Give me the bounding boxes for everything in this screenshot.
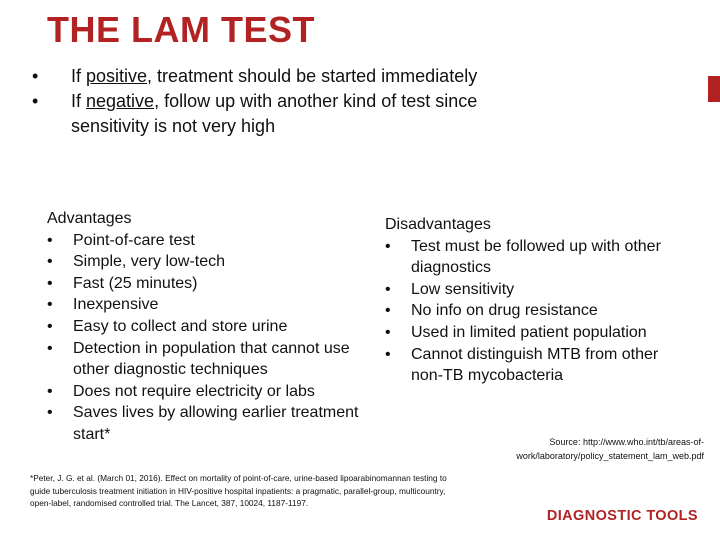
advantage-item xyxy=(47,338,377,381)
advantages-heading: Advantages xyxy=(47,210,132,227)
disadvantage-item xyxy=(385,344,685,387)
advantage-item-text: Simple, very low-tech xyxy=(73,253,226,271)
bullet-icon: • xyxy=(47,382,53,400)
slide-title: THE LAM TEST xyxy=(47,9,315,50)
advantage-item-text: Inexpensive xyxy=(73,296,159,314)
source-citation xyxy=(444,435,704,463)
disadvantage-item-text: No info on drug resistance xyxy=(411,302,598,320)
bullet-icon: • xyxy=(47,317,53,335)
intro-bullet-negative xyxy=(32,89,692,114)
intro-emphasis-negative: negative xyxy=(86,91,155,111)
disadvantage-item-text: Used in limited patient population xyxy=(411,323,647,341)
disadvantages-list xyxy=(385,236,685,387)
red-accent-bar xyxy=(708,76,720,102)
advantage-item xyxy=(47,316,377,338)
advantage-item-text: Point-of-care test xyxy=(73,231,195,249)
disadvantage-item xyxy=(385,322,685,344)
intro-text-continuation: sensitivity is not very high xyxy=(71,116,276,136)
advantage-item-text: Does not require electricity or labs xyxy=(73,382,315,400)
disadvantage-item xyxy=(385,279,685,301)
source-line: Source: http://www.who.int/tb/areas-of- xyxy=(549,437,704,447)
bullet-icon: • xyxy=(47,296,53,314)
advantage-item xyxy=(47,251,377,273)
bullet-icon: • xyxy=(385,345,391,363)
intro-bullet-positive xyxy=(32,64,692,89)
bullet-icon: • xyxy=(47,253,53,271)
advantage-item-text: Saves lives by allowing earlier treatment start* xyxy=(73,404,359,443)
disadvantage-item xyxy=(385,300,685,322)
advantage-item-text: Easy to collect and store urine xyxy=(73,317,288,335)
disadvantage-item-text: Test must be followed up with other diagnostics xyxy=(411,237,661,277)
bullet-icon: • xyxy=(47,339,53,357)
intro-text-suffix: , follow up with another kind of test since xyxy=(154,91,478,111)
bullet-icon: • xyxy=(47,274,53,292)
bullet-icon: • xyxy=(47,404,53,422)
bullet-icon: • xyxy=(47,231,53,249)
bullet-icon: • xyxy=(32,66,39,86)
disadvantage-item-text: Low sensitivity xyxy=(411,280,515,298)
bullet-icon: • xyxy=(385,280,391,298)
intro-bullet-negative-continuation xyxy=(32,114,692,139)
advantage-item xyxy=(47,381,377,403)
intro-text-prefix: If xyxy=(71,91,87,111)
advantage-item xyxy=(47,294,377,316)
bullet-icon: • xyxy=(385,237,391,255)
disadvantages-column xyxy=(385,214,685,387)
advantages-column xyxy=(47,208,377,446)
advantage-item xyxy=(47,402,377,445)
disadvantage-item xyxy=(385,236,685,279)
intro-emphasis-positive: positive xyxy=(86,66,148,86)
bullet-icon: • xyxy=(32,91,39,111)
advantage-item xyxy=(47,273,377,295)
intro-text-suffix: , treatment should be started immediately xyxy=(147,66,478,86)
advantage-item xyxy=(47,230,377,252)
bullet-icon: • xyxy=(385,302,391,320)
disadvantages-heading: Disadvantages xyxy=(385,216,491,233)
intro-bullets xyxy=(32,64,692,139)
advantage-item-text: Detection in population that cannot use other diagnostic techniques xyxy=(73,339,350,379)
advantage-item-text: Fast (25 minutes) xyxy=(73,274,198,292)
advantages-list xyxy=(47,230,377,446)
disadvantage-item-text: Cannot distinguish MTB from other non-TB mycobacteria xyxy=(411,345,659,385)
bullet-icon: • xyxy=(385,323,391,341)
intro-text-prefix: If xyxy=(71,66,87,86)
source-line: work/laboratory/policy_statement_lam_web.pdf xyxy=(516,451,704,461)
reference-footnote: *Peter, J. G. et al. (March 01, 2016). Effect on mortality of point-of-care, urine-based lipoarabinomannan testing to guide tuberculosis treatment initiation in HIV-positive hospital inpatients: a pragmatic, parallel-group, multicountry, open-label, randomised controlled trial. The Lancet, 387, 10024, 1187-1197. xyxy=(30,473,447,509)
section-label: DIAGNOSTIC TOOLS xyxy=(546,508,698,524)
